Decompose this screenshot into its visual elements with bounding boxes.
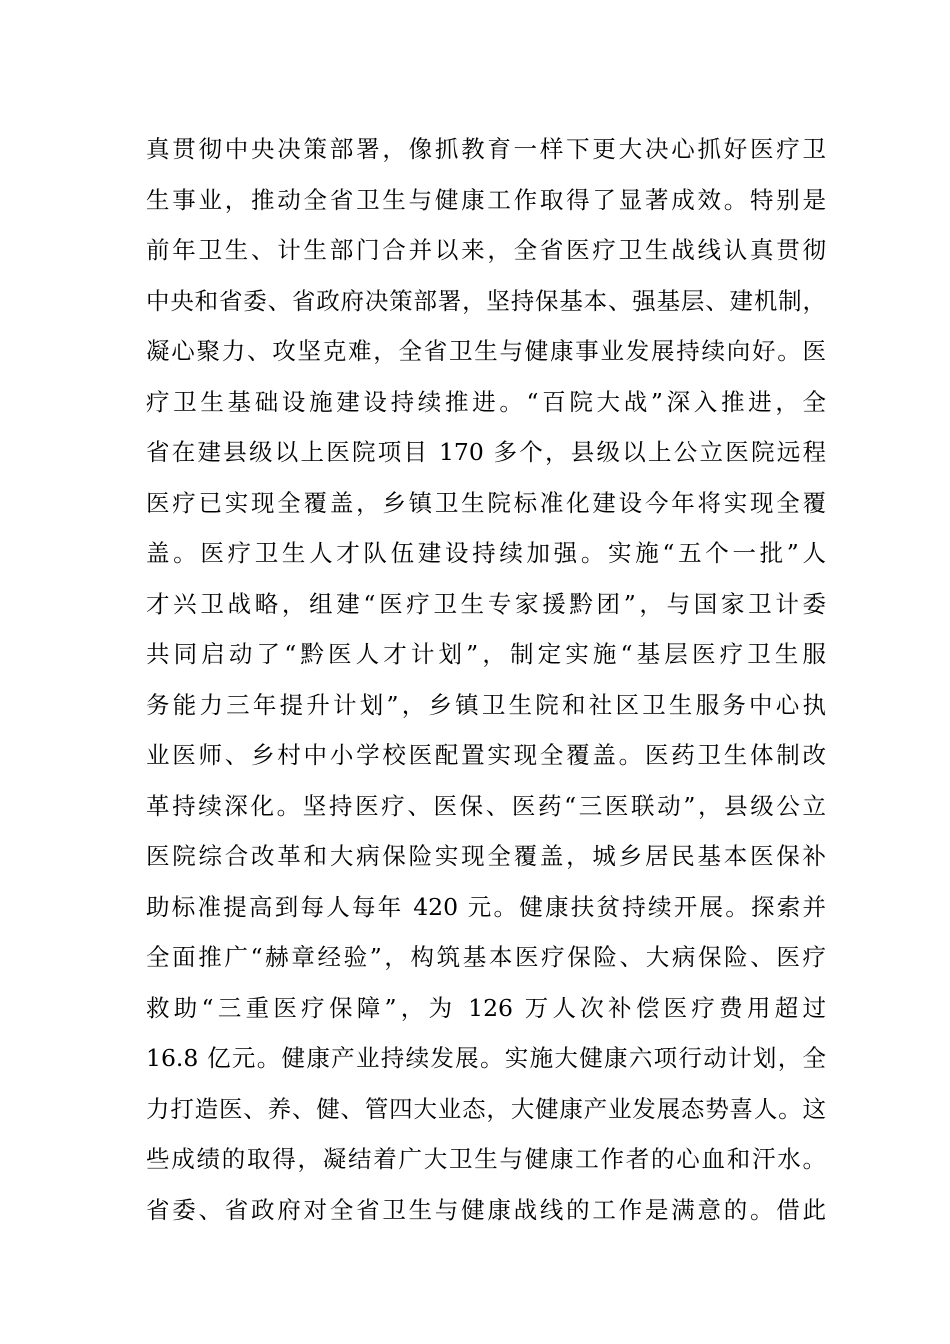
text-line: 省委、省政府对全省卫生与健康战线的工作是满意的。借此 [146,1195,826,1224]
text-line: 前年卫生、计生部门合并以来，全省医疗卫生战线认真贯彻 [146,236,826,264]
text-line: 些成绩的取得，凝结着广大卫生与健康工作者的心血和汗水。 [146,1145,826,1173]
text-line: 盖。医疗卫生人才队伍建设持续加强。实施“五个一批”人 [146,539,826,567]
body-text [146,124,826,1235]
text-line: 救助“三重医疗保障”，为 126 万人次补偿医疗费用超过 [146,993,826,1022]
text-line: 疗卫生基础设施建设持续推进。“百院大战”深入推进，全 [146,387,826,416]
text-line: 16.8 亿元。健康产业持续发展。实施大健康六项行动计划，全 [146,1044,826,1072]
text-line: 助标准提高到每人每年 420 元。健康扶贫持续开展。探索并 [146,892,826,921]
text-line: 才兴卫战略，组建“医疗卫生专家援黔团”，与国家卫计委 [146,589,826,618]
text-line: 革持续深化。坚持医疗、医保、医药“三医联动”，县级公立 [146,791,826,820]
text-line: 真贯彻中央决策部署，像抓教育一样下更大决心抓好医疗卫 [146,135,826,163]
text-line: 共同启动了“黔医人才计划”，制定实施“基层医疗卫生服 [146,640,826,668]
text-line: 省在建县级以上医院项目 170 多个，县级以上公立医院远程 [146,438,826,466]
text-line: 凝心聚力、攻坚克难，全省卫生与健康事业发展持续向好。医 [146,337,826,365]
text-line: 力打造医、养、健、管四大业态，大健康产业发展态势喜人。这 [146,1094,826,1123]
text-line: 务能力三年提升计划”，乡镇卫生院和社区卫生服务中心执 [146,690,826,719]
text-line: 业医师、乡村中小学校医配置实现全覆盖。医药卫生体制改 [146,741,826,769]
text-line: 医疗已实现全覆盖，乡镇卫生院标准化建设今年将实现全覆 [146,488,826,517]
text-line: 全面推广“赫章经验”，构筑基本医疗保险、大病保险、医疗 [146,943,826,971]
text-line: 生事业，推动全省卫生与健康工作取得了显著成效。特别是 [146,185,826,214]
text-line: 中央和省委、省政府决策部署，坚持保基本、强基层、建机制， [146,286,826,315]
text-line: 医院综合改革和大病保险实现全覆盖，城乡居民基本医保补 [146,842,826,870]
